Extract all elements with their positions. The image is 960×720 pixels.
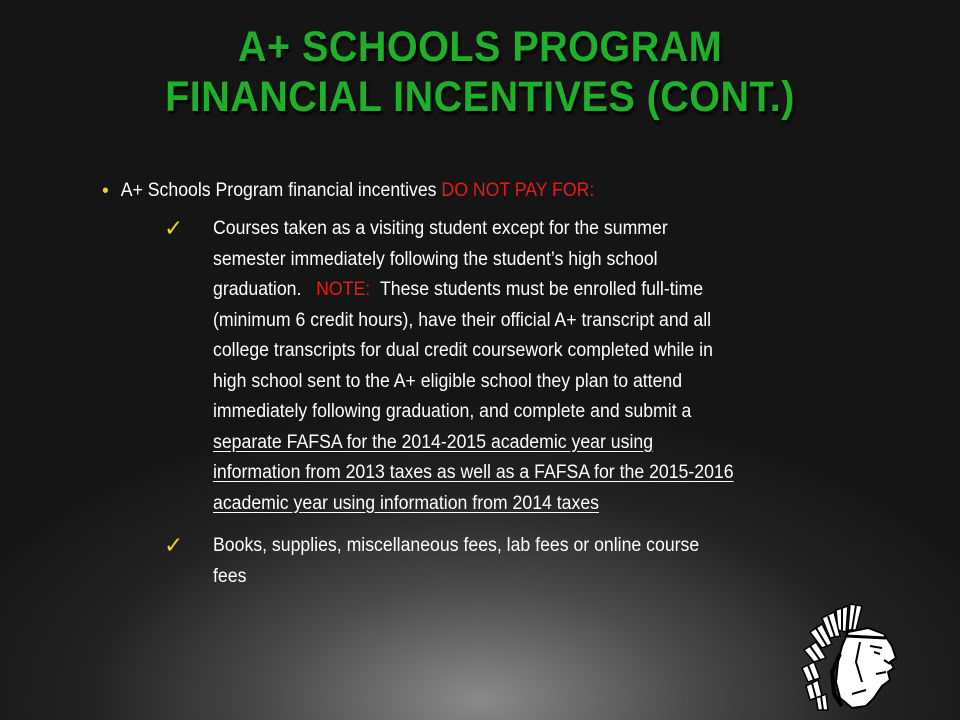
item-line: college transcripts for dual credit coursework completed while in — [213, 340, 713, 361]
check-item-books-fees — [164, 531, 894, 592]
item-line-underlined — [213, 489, 846, 520]
checkmark-icon: ✓ — [164, 216, 184, 242]
item-line-note — [213, 275, 846, 306]
bullet-highlight: DO NOT PAY FOR: — [441, 180, 595, 201]
item-line: immediately following graduation, and complete and submit a — [213, 401, 692, 422]
item-line: (minimum 6 credit hours), have their official A+ transcript and all — [213, 309, 712, 331]
underlined-text: separate FAFSA for the 2014-2015 academic year using — [213, 431, 654, 453]
item-line-underlined — [213, 458, 846, 489]
underlined-text: academic year using information from 2014 taxes — [213, 492, 599, 514]
slide-content — [104, 176, 894, 604]
item-line: fees — [213, 565, 247, 587]
slide-title — [0, 22, 960, 122]
indian-chief-mascot-logo — [796, 602, 904, 712]
bullet-item — [104, 176, 839, 206]
note-label: NOTE: — [316, 279, 371, 300]
underlined-text: information from 2013 taxes as well as a FAFSA for the 2015-2016 — [213, 462, 734, 483]
bullet-dot-icon: • — [102, 180, 109, 202]
item-line: Books, supplies, miscellaneous fees, lab fees or online course — [213, 535, 700, 556]
item-line: semester immediately following the student’s high school — [213, 248, 658, 270]
checkmark-icon: ✓ — [164, 533, 184, 559]
item-line: high school sent to the A+ eligible school they plan to attend — [213, 370, 683, 392]
item-text: These students must be enrolled full-time — [379, 279, 704, 300]
bullet-text: A+ Schools Program financial incentives — [120, 180, 437, 201]
item-line: Courses taken as a visiting student except for the summer — [213, 218, 668, 239]
title-line-2: FINANCIAL INCENTIVES (CONT.) — [165, 73, 795, 121]
item-line-underlined — [213, 428, 846, 459]
item-text: graduation. — [213, 279, 302, 300]
title-line-1: A+ SCHOOLS PROGRAM — [237, 23, 723, 71]
check-item-visiting-student — [164, 214, 894, 519]
check-list — [164, 214, 894, 592]
